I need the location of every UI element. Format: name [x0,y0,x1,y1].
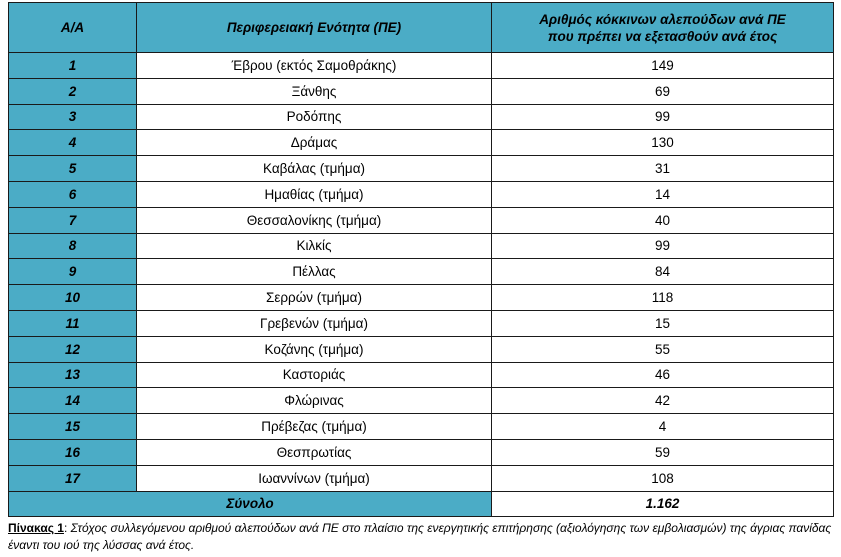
table-row [9,362,834,388]
row-region-cell: Θεσσαλονίκης (τμήμα) [137,207,492,233]
row-region-cell: Καβάλας (τμήμα) [137,156,492,182]
row-region-cell: Ημαθίας (τμήμα) [137,181,492,207]
row-index-cell: 2 [9,78,137,104]
header-count-line1: Αριθμός κόκκινων αλεπούδων ανά ΠΕ [539,11,786,27]
caption-text: Στόχος συλλεγόμενου αριθμού αλεπούδων ανά ΠΕ στο πλαίσιο της ενεργητικής επιτήρησης (αξιολόγησης των εμβολιασμών) της άγριας πανίδας έναντι του ιού της λύσσας ανά έτος. [8,521,832,552]
table-caption [8,520,833,553]
row-region-cell: Ιωαννίνων (τμήμα) [137,465,492,491]
row-count-cell: 42 [492,388,834,414]
row-index-cell: 11 [9,310,137,336]
row-region-cell: Γρεβενών (τμήμα) [137,310,492,336]
row-count-cell: 14 [492,181,834,207]
row-region-cell: Ροδόπης [137,104,492,130]
row-index-cell: 13 [9,362,137,388]
row-count-cell: 118 [492,285,834,311]
row-index-cell: 7 [9,207,137,233]
row-count-cell: 149 [492,53,834,79]
fox-sampling-table [8,2,834,517]
table-body [9,53,834,517]
row-index-cell: 1 [9,53,137,79]
row-region-cell: Θεσπρωτίας [137,439,492,465]
table-row [9,310,834,336]
table-row [9,259,834,285]
row-region-cell: Κοζάνης (τμήμα) [137,336,492,362]
row-count-cell: 40 [492,207,834,233]
row-index-cell: 16 [9,439,137,465]
table-row [9,78,834,104]
row-index-cell: 6 [9,181,137,207]
row-region-cell: Πέλλας [137,259,492,285]
row-index-cell: 5 [9,156,137,182]
table-header [9,3,834,53]
row-index-cell: 9 [9,259,137,285]
row-region-cell: Καστοριάς [137,362,492,388]
row-count-cell: 99 [492,104,834,130]
row-count-cell: 108 [492,465,834,491]
row-count-cell: 84 [492,259,834,285]
table-row [9,207,834,233]
table-row [9,388,834,414]
header-row [9,3,834,53]
row-index-cell: 3 [9,104,137,130]
row-region-cell: Σερρών (τμήμα) [137,285,492,311]
row-region-cell: Φλώρινας [137,388,492,414]
table-row [9,181,834,207]
row-region-cell: Δράμας [137,130,492,156]
row-region-cell: Κιλκίς [137,233,492,259]
total-label: Σύνολο [9,491,492,517]
row-count-cell: 55 [492,336,834,362]
table-row [9,336,834,362]
header-index: Α/Α [9,3,137,53]
caption-label: Πίνακας 1 [8,521,64,536]
row-region-cell: Πρέβεζας (τμήμα) [137,414,492,440]
header-count [492,3,834,53]
row-count-cell: 4 [492,414,834,440]
row-count-cell: 15 [492,310,834,336]
header-region: Περιφερειακή Ενότητα (ΠΕ) [137,3,492,53]
row-count-cell: 99 [492,233,834,259]
document-page [8,2,833,553]
table-row [9,465,834,491]
row-index-cell: 8 [9,233,137,259]
row-index-cell: 12 [9,336,137,362]
table-row [9,439,834,465]
row-count-cell: 59 [492,439,834,465]
table-row [9,156,834,182]
total-value: 1.162 [492,491,834,517]
table-row [9,285,834,311]
table-row [9,130,834,156]
row-region-cell: Ξάνθης [137,78,492,104]
row-count-cell: 46 [492,362,834,388]
row-index-cell: 15 [9,414,137,440]
row-index-cell: 14 [9,388,137,414]
row-count-cell: 31 [492,156,834,182]
total-row [9,491,834,517]
table-row [9,104,834,130]
table-row [9,53,834,79]
row-count-cell: 69 [492,78,834,104]
table-row [9,414,834,440]
caption-separator: : [63,521,68,536]
row-count-cell: 130 [492,130,834,156]
row-index-cell: 17 [9,465,137,491]
row-index-cell: 10 [9,285,137,311]
row-index-cell: 4 [9,130,137,156]
header-count-line2: που πρέπει να εξετασθούν ανά έτος [547,28,778,44]
row-region-cell: Έβρου (εκτός Σαμοθράκης) [137,53,492,79]
table-row [9,233,834,259]
